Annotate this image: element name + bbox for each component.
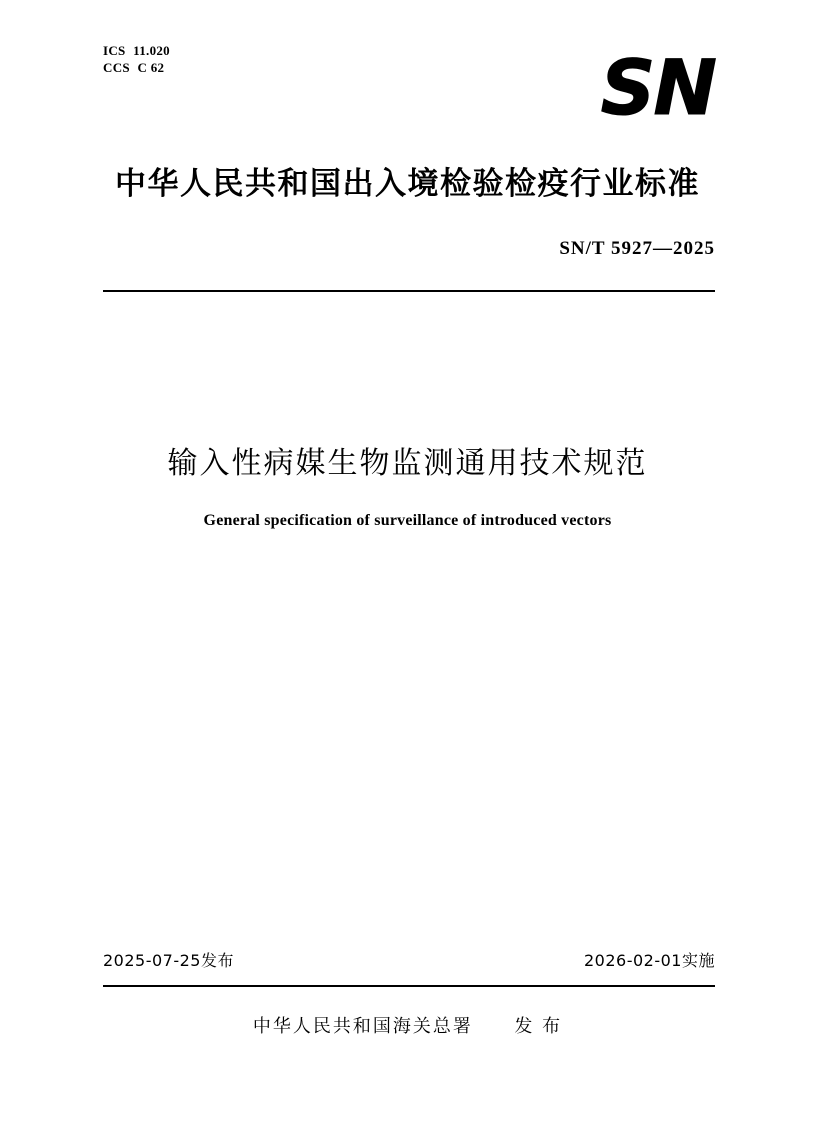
ics-value: 11.020 [133,43,170,58]
standard-number: SN/T 5927—2025 [559,238,715,259]
dates-row [103,948,715,972]
publisher-name: 中华人民共和国海关总署 [252,1016,473,1037]
issue-date: 2025-07-25发布 [103,951,234,970]
page-title-english: General specification of surveillance of introduced vectors [203,512,612,529]
header-divider [103,290,715,292]
ics-line [103,42,170,59]
ccs-value: C 62 [137,60,165,75]
ics-label: ICS [103,43,126,58]
footer-divider [103,985,715,987]
ics-ccs-block [103,42,170,76]
sn-logo: SN [600,43,715,132]
page-title: 输入性病媒生物监测通用技术规范 [167,446,648,481]
standard-organization-line: 中华人民共和国出入境检验检疫行业标准 [115,166,700,202]
ccs-line [103,59,170,76]
ccs-label: CCS [103,60,130,75]
effective-date: 2026-02-01实施 [584,951,715,970]
publisher-line [0,1012,815,1038]
publisher-suffix: 发 布 [514,1016,563,1037]
